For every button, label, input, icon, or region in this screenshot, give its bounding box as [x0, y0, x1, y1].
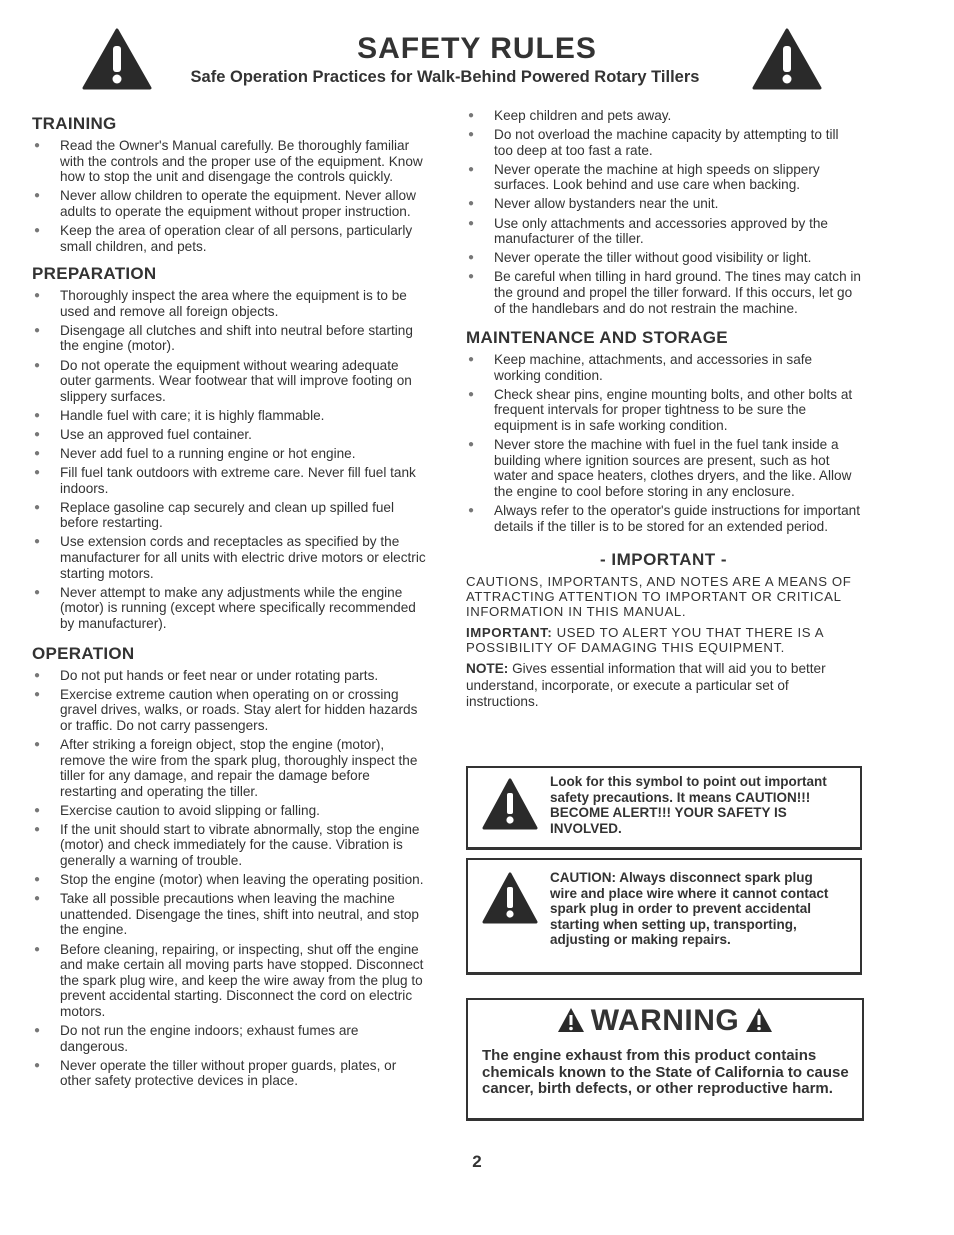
list-item: ● Never attempt to make any adjustments while the engine (motor) is running (except where specifically recommended by manufacturer).: [34, 584, 416, 631]
list-item: ● If the unit should start to vibrate abnormally, stop the engine (motor) and check immediately for the cause. Vibration is generally a warning of trouble.: [34, 821, 420, 869]
list-item: ● Do not run the engine indoors; exhaust fumes are dangerous.: [34, 1023, 359, 1054]
caution-box: [466, 858, 862, 975]
list-item: ● After striking a foreign object, stop the engine (motor), remove the wire from the spark plug, thoroughly inspect the tiller for any damage, and repair the damage before restarting and operating the tiller.: [34, 736, 418, 799]
list-item: ● Disengage all clutches and shift into neutral before starting the engine (motor).: [34, 322, 413, 354]
operation-continued-list: [466, 108, 861, 316]
list-item: ● Before cleaning, repairing, or inspecting, shut off the engine and make certain all moving parts have stopped. Disconnect the spark plug wire, and keep the wire away from the plug to prevent accidental starting. Disconnect the cord on electric motors.: [34, 941, 424, 1019]
list-item: ● Do not put hands or feet near or under rotating parts.: [34, 667, 379, 683]
page-number: 2: [472, 1152, 482, 1171]
list-item: ● Take all possible precautions when leaving the machine unattended. Disengage the tines, shift into neutral, and stop the engine.: [34, 891, 419, 938]
list-item: ● Be careful when tilling in hard ground. The tines may catch in the ground and propel the tiller forward. If this occurs, let go of the handlebars and do not restrain the machine.: [468, 269, 861, 316]
list-item: ● Use only attachments and accessories approved by the manufacturer of the tiller.: [468, 215, 828, 247]
list-item: ● Thoroughly inspect the area where the equipment is to be used and remove all foreign objects.: [34, 288, 407, 319]
list-item: ● Do not overload the machine capacity by attempting to till too deep at too fast a rate.: [468, 127, 839, 158]
preparation-heading: PREPARATION: [32, 264, 157, 284]
safety-alert-icon: [482, 872, 538, 924]
training-list: [32, 138, 427, 254]
list-item: ● Fill fuel tank outdoors with extreme care. Never fill fuel tank indoors.: [34, 465, 416, 496]
list-item: ● Use an approved fuel container.: [34, 426, 252, 442]
safety-alert-icon: [482, 778, 538, 830]
list-item: ● Never allow bystanders near the unit.: [468, 196, 719, 212]
operation-list: [32, 668, 427, 1089]
warning-text: The engine exhaust from this product contains chemicals known to the State of California to cause cancer, birth defects, or other reproductive harm.: [482, 1047, 849, 1097]
warning-heading-row: [468, 1004, 862, 1038]
important-definition: IMPORTANT: USED TO ALERT YOU THAT THERE IS A POSSIBILITY OF DAMAGING THIS EQUIPMENT.: [466, 625, 824, 656]
list-item: ● Use extension cords and receptacles as specified by the manufacturer for all units with electric drive motors or electric starting motors.: [34, 534, 426, 581]
warning-icon-left: [557, 1007, 585, 1033]
list-item: ● Stop the engine (motor) when leaving the operating position.: [34, 872, 424, 888]
safety-symbol-box: [466, 766, 862, 850]
list-item: ● Exercise caution to avoid slipping or falling.: [34, 802, 320, 818]
list-item: ● Replace gasoline cap securely and clean up spilled fuel before restarting.: [34, 499, 395, 531]
safety-symbol-text: Look for this symbol to point out important safety precautions. It means CAUTION!!! BECOME ALERT!!! YOUR SAFETY IS INVOLVED.: [550, 774, 827, 836]
warning-heading: WARNING: [590, 1004, 740, 1037]
list-item: ● Always refer to the operator's guide instructions for important details if the tiller is to be stored for an extended period.: [468, 502, 861, 534]
page-subtitle: Safe Operation Practices for Walk-Behind Powered Rotary Tillers: [190, 68, 700, 86]
right-column: [466, 108, 861, 721]
page-header: [0, 0, 954, 105]
training-heading: TRAINING: [32, 114, 117, 133]
page-title: SAFETY RULES: [357, 32, 597, 65]
preparation-list: [32, 288, 427, 631]
list-item: ● Never operate the tiller without good visibility or light.: [468, 250, 812, 266]
list-item: ● Exercise extreme caution when operating on or crossing gravel drives, walks, or roads. Stay alert for hidden hazards or traffic. Do not carry passengers.: [34, 686, 418, 733]
list-item: ● Never operate the tiller without proper guards, plates, or other safety protective devices in place.: [34, 1057, 397, 1089]
maintenance-heading: MAINTENANCE AND STORAGE: [466, 328, 728, 348]
operation-heading: OPERATION: [32, 643, 135, 663]
note-definition: NOTE: Gives essential information that will aid you to better understand, incorporate, or execute a particular set of instructions.: [466, 661, 826, 710]
list-item: ● Do not operate the equipment without wearing adequate outer garments. Wear footwear that will improve footing on slippery surfaces.: [34, 357, 412, 404]
important-heading: - IMPORTANT -: [599, 550, 728, 570]
left-column: [32, 108, 427, 1092]
list-item: ● Never add fuel to a running engine or hot engine.: [34, 446, 356, 461]
safety-alert-icon-right: [752, 28, 822, 90]
list-item: ● Check shear pins, engine mounting bolts, and other bolts at frequent intervals for proper tightness to be sure the equipment is in safe working condition.: [468, 386, 853, 433]
list-item: ● Never allow children to operate the equipment. Never allow adults to operate the equipment without proper instruction.: [34, 188, 416, 219]
caution-text: CAUTION: Always disconnect spark plug wire and place wire where it cannot contact spark plug in order to prevent accidental starting when setting up, transporting, adjusting or making repairs.: [550, 870, 829, 948]
list-item: ● Read the Owner's Manual carefully. Be thoroughly familiar with the controls and the proper use of the equipment. Know how to stop the unit and disengage the controls quickly.: [34, 138, 423, 185]
warning-box: [466, 998, 864, 1121]
list-item: ● Keep the area of operation clear of all persons, particularly small children, and pets.: [34, 222, 413, 254]
list-item: ● Handle fuel with care; it is highly flammable.: [34, 407, 325, 423]
list-item: ● Keep children and pets away.: [468, 108, 672, 123]
maintenance-list: [466, 352, 861, 534]
important-intro: CAUTIONS, IMPORTANTS, AND NOTES ARE A MEANS OF ATTRACTING ATTENTION TO IMPORTANT OR CRITICAL INFORMATION IN THIS MANUAL.: [466, 574, 852, 620]
list-item: ● Never store the machine with fuel in the fuel tank inside a building where ignition sources are present, such as hot water and space heaters, clothes dryers, and the like. Allow the engine to cool before storing in any enclosure.: [468, 437, 852, 499]
list-item: ● Keep machine, attachments, and accessories in safe working condition.: [468, 352, 813, 383]
list-item: ● Never operate the machine at high speeds on slippery surfaces. Look behind and use care when backing.: [468, 161, 820, 193]
warning-icon-right: [745, 1007, 773, 1033]
